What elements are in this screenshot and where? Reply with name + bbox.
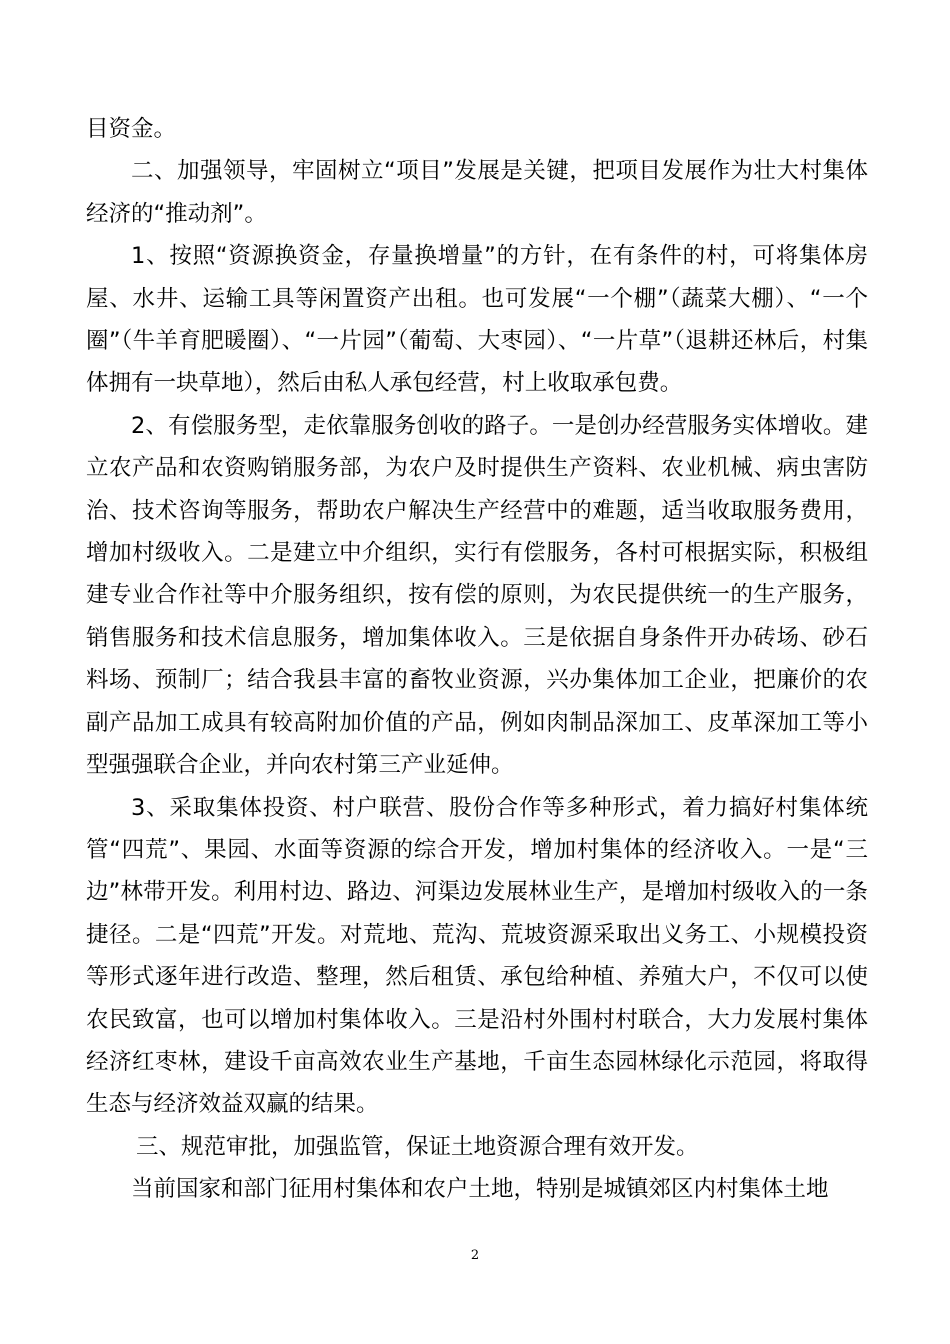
paragraph-item-3: 3、采取集体投资、村户联营、股份合作等多种形式，着力搞好村集体统管“四荒”、果园、水面等资源的综合开发，增加村集体的经济收入。一是“三边”林带开发。利用村边、路边、河渠边发展林业生产，是增加村级收入的一条捷径。二是“四荒”开发。对荒地、荒沟、荒坡资源采取出义务工、小规模投资等形式逐年进行改造、整理，然后租赁、承包给种植、养殖大户，不仅可以使农民致富，也可以增加村集体收入。三是沿村外围村村联合，大力发展村集体经济红枣林，建设千亩高效农业生产基地，千亩生态园林绿化示范园，将取得生态与经济效益双赢的结果。 [86, 794, 868, 1118]
paragraph-section-three-start: 当前国家和部门征用村集体和农户土地，特别是城镇郊区内村集体土地 [131, 1176, 829, 1203]
section-heading-two: 二、加强领导，牢固树立“项目”发展是关键，把项目发展作为壮大村集体经济的“推动剂”。 [86, 158, 868, 227]
paragraph-item-2: 2、有偿服务型，走依靠服务创收的路子。一是创办经营服务实体增收。建立农产品和农资购销服务部，为农户及时提供生产资料、农业机械、病虫害防治、技术咨询等服务，帮助农户解决生产经营中的难题，适当收取服务费用，增加村级收入。二是建立中介组织，实行有偿服务，各村可根据实际，积极组建专业合作社等中介服务组织，按有偿的原则，为农民提供统一的生产服务，销售服务和技术信息服务，增加集体收入。三是依据自身条件开办砖场、砂石料场、预制厂；结合我县丰富的畜牧业资源，兴办集体加工企业，把廉价的农副产品加工成具有较高附加价值的产品，例如肉制品深加工、皮革深加工等小型强强联合企业，并向农村第三产业延伸。 [86, 412, 868, 779]
paragraph-continuation: 目资金。 [86, 116, 177, 142]
document-body [86, 108, 868, 1211]
section-heading-three: 三、规范审批，加强监管，保证土地资源合理有效开发。 [136, 1133, 699, 1160]
paragraph-item-1: 1、按照“资源换资金，存量换增量”的方针，在有条件的村，可将集体房屋、水井、运输工具等闲置资产出租。也可发展“一个棚”（蔬菜大棚）、“一个圈”（牛羊育肥暖圈）、“一片园”（葡萄、大枣园）、“一片草”（退耕还林后，村集体拥有一块草地），然后由私人承包经营，村上收取承包费。 [86, 243, 868, 397]
page-number: 2 [470, 1248, 480, 1263]
